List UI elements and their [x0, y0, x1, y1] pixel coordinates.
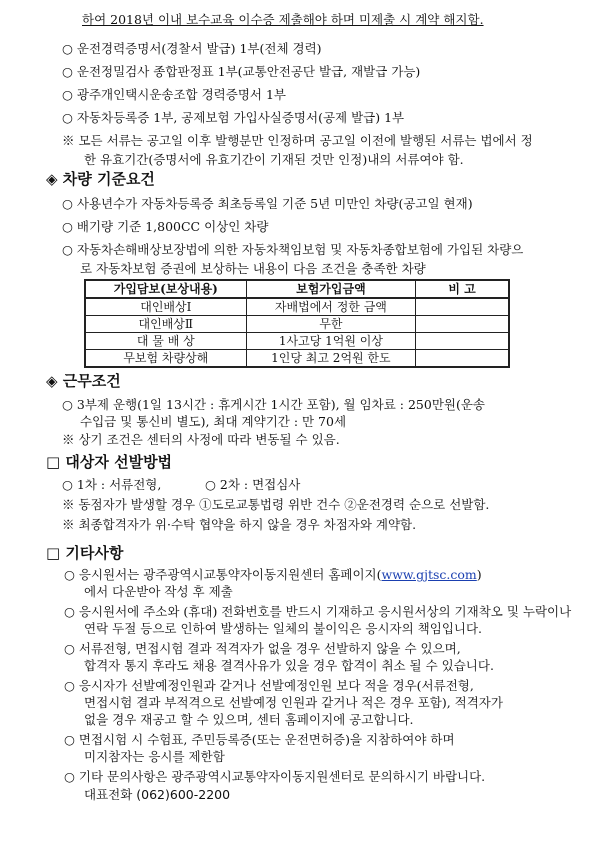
table-cell	[416, 333, 509, 350]
table-cell: 대 물 배 상	[85, 333, 246, 350]
doc-item-2: ○ 운전정밀검사 종합판정표 1부(교통안전공단 발급, 재발급 가능)	[62, 64, 421, 79]
table-header-row	[85, 280, 509, 298]
phone-number: 대표전화 (062)600-2200	[84, 787, 231, 802]
table-cell: 대인배상Ⅰ	[85, 298, 246, 316]
table-cell: 무한	[246, 316, 416, 333]
table-row	[85, 333, 509, 350]
doc-remark-line-2: 한 유효기간(증명서에 유효기간이 기재된 것만 인정)내의 서류여야 함.	[84, 152, 464, 167]
etc-item-4: ○ 응시자가 선발예정인원과 같거나 선발예정인원 보다 적을 경우(서류전형,	[64, 678, 474, 693]
table-row	[85, 316, 509, 333]
selection-remark-2: ※ 최종합격자가 위·수탁 협약을 하지 않을 경우 차점자와 계약함.	[62, 517, 417, 532]
etc-item-5-cont: 미지참자는 응시를 제한함	[84, 749, 225, 764]
etc-item-4-cont-1: 면접시험 결과 부적격으로 선발예정 인원과 같거나 적은 경우 포함), 적격자가	[84, 695, 503, 710]
etc-item-1-close: )	[476, 567, 482, 582]
table-cell: 1인당 최고 2억원 한도	[246, 350, 416, 368]
doc-item-1: ○ 운전경력증명서(경찰서 발급) 1부(전체 경력)	[62, 41, 322, 56]
selection-heading: □ 대상자 선발방법	[46, 453, 173, 471]
table-cell: 대인배상Ⅱ	[85, 316, 246, 333]
work-remark: ※ 상기 조건은 센터의 사정에 따라 변동될 수 있음.	[62, 432, 340, 447]
etc-item-3: ○ 서류전형, 면접시험 결과 적격자가 없을 경우 선발하지 않을 수 있으며,	[64, 641, 461, 656]
vehicle-heading: ◈ 차량 기준요건	[46, 170, 155, 188]
table-header-cell: 보험가입금액	[246, 280, 416, 298]
top-note-line: 하여 2018년 이내 보수교육 이수증 제출해야 하며 미제출 시 계약 해지함.	[82, 12, 484, 27]
vehicle-item-1: ○ 사용년수가 자동차등록증 최초등록일 기준 5년 미만인 차량(공고일 현재)	[62, 196, 473, 211]
doc-item-4: ○ 자동차등록증 1부, 공제보험 가입사실증명서(공제 발급) 1부	[62, 110, 405, 125]
etc-item-5: ○ 면접시험 시 수험표, 주민등록증(또는 운전면허증)을 지참하여야 하며	[64, 732, 455, 747]
table-cell	[416, 316, 509, 333]
table-cell	[416, 350, 509, 368]
table-header-cell: 가입담보(보상내용)	[85, 280, 246, 298]
etc-item-4-cont-2: 없을 경우 재공고 할 수 있으며, 센터 홈페이지에 공고합니다.	[84, 712, 414, 727]
table-cell: 무보험 차량상해	[85, 350, 246, 368]
etc-item-2: ○ 응시원서에 주소와 (휴대) 전화번호를 반드시 기재하고 응시원서상의 기재착오 및 누락이나	[64, 604, 572, 619]
table-cell: 자배법에서 정한 금액	[246, 298, 416, 316]
doc-item-3: ○ 광주개인택시운송조합 경력증명서 1부	[62, 87, 286, 102]
work-item-1-cont: 수입금 및 통신비 별도), 최대 계약기간 : 만 70세	[80, 414, 347, 429]
work-item-1: ○ 3부제 운행(1일 13시간 : 휴게시간 1시간 포함), 월 임차료 : 250만원(운송	[62, 397, 485, 412]
etc-item-1-cont: 에서 다운받아 작성 후 제출	[84, 584, 233, 599]
table-header-cell: 비 고	[416, 280, 509, 298]
coverage-table	[84, 279, 510, 368]
vehicle-item-3-cont: 로 자동차보험 증권에 보상하는 내용이 다음 조건을 충족한 차량	[80, 261, 426, 276]
etc-item-1	[64, 567, 482, 583]
vehicle-item-3: ○ 자동차손해배상보장법에 의한 자동차책임보험 및 자동차종합보험에 가입된 차량으	[62, 242, 524, 257]
selection-remark-1: ※ 동점자가 발생할 경우 ①도로교통법령 위반 건수 ②운전경력 순으로 선발함.	[62, 497, 490, 512]
vehicle-item-2: ○ 배기량 기준 1,800CC 이상인 차량	[62, 219, 269, 234]
table-cell	[416, 298, 509, 316]
selection-item-1: ○ 1차 : 서류전형,	[62, 477, 162, 492]
doc-remark-line-1: ※ 모든 서류는 공고일 이후 발행분만 인정하며 공고일 이전에 발행된 서류는 법에서 정	[62, 133, 533, 148]
work-heading: ◈ 근무조건	[46, 372, 121, 390]
etc-heading: □ 기타사항	[46, 544, 124, 562]
etc-item-3-cont: 합격자 통지 후라도 채용 결격사유가 있을 경우 합격이 취소 될 수 있습니다.	[84, 658, 494, 673]
homepage-link[interactable]: www.gjtsc.com	[381, 567, 477, 582]
table-cell: 1사고당 1억원 이상	[246, 333, 416, 350]
table-row	[85, 298, 509, 316]
selection-item-2: ○ 2차 : 면접심사	[205, 477, 301, 492]
table-row	[85, 350, 509, 368]
etc-item-6: ○ 기타 문의사항은 광주광역시교통약자이동지원센터로 문의하시기 바랍니다.	[64, 769, 486, 784]
etc-item-2-cont: 연락 두절 등으로 인하여 발생하는 일체의 불이익은 응시자의 책임입니다.	[84, 621, 483, 636]
etc-item-1-text: ○ 응시원서는 광주광역시교통약자이동지원센터 홈페이지(	[64, 567, 382, 582]
